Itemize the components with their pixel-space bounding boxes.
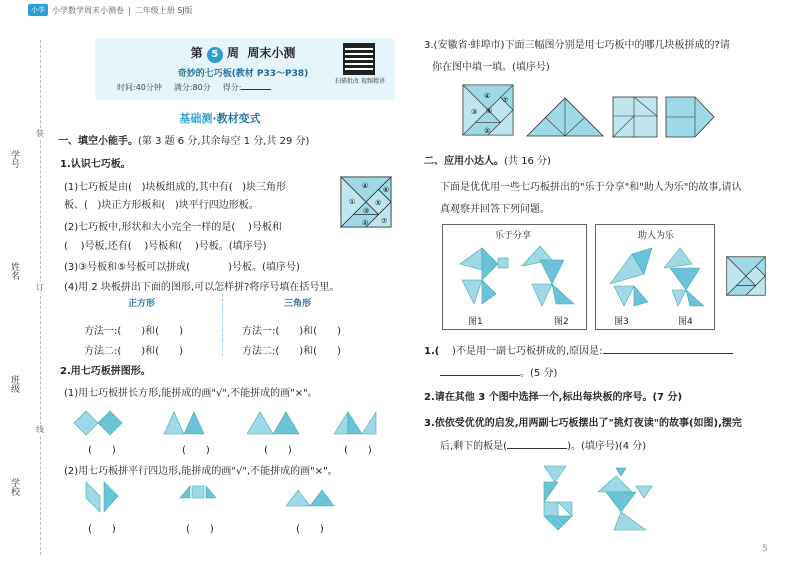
fig-label-4: 图4 (678, 317, 693, 327)
grade-label: 二年级上册 SJ版 (134, 5, 193, 15)
fig-label-1: 图1 (468, 317, 483, 327)
shape-d (334, 412, 348, 434)
time-label: 时间:40分钟 (117, 83, 162, 92)
shape-b2 (184, 412, 204, 434)
answer-1-line: 1.( )不是用一副七巧板拼成的,原因是: (424, 342, 733, 357)
shape-g (286, 490, 310, 506)
shape-a2 (98, 411, 122, 435)
triangle-method-2: 方法二:( )和( ) (242, 346, 341, 357)
shape-f3 (206, 486, 216, 498)
answer-1-line2: 。(5 分) (440, 364, 557, 379)
answer-3-blank[interactable] (507, 448, 567, 449)
story-title-sharing: 乐于分享 (495, 231, 532, 241)
intro-line2: 真观察并回答下列问题。 (440, 204, 550, 215)
figures-1-2 (452, 244, 582, 310)
num-6: ⑥ (383, 186, 390, 194)
qr-caption: 扫描批改 视频精讲 (335, 78, 385, 85)
tangram-reference (340, 176, 392, 228)
num-3: ③ (363, 207, 370, 215)
methods-table (72, 294, 392, 356)
class-label: 班级 (9, 375, 19, 393)
section-heading: 基础测·教材变式 (179, 112, 261, 125)
answer-3-line1: 3.依依受优优的启发,用两副七巧板摆出了"挑灯夜读"的故事(如图),摆完 (424, 418, 742, 429)
fig-label-3: 图3 (614, 317, 629, 327)
shape-e2 (104, 482, 118, 512)
shape-c (247, 412, 273, 434)
tangram-small-reference (726, 256, 766, 296)
num-4: ④ (362, 182, 369, 190)
cut-mark: 线 (36, 425, 44, 434)
q1-title: 1.认识七巧板。 (60, 159, 131, 170)
quiz-info (117, 82, 271, 93)
answer-paren[interactable]: ( ) (88, 524, 116, 535)
part1-heading: 一、填空小能手。(第 3 题 6 分,其余每空 1 分,共 29 分) (58, 136, 310, 147)
answer-1-blank[interactable] (603, 353, 733, 354)
answer-paren[interactable]: ( ) (182, 445, 210, 456)
quiz-title-box (95, 38, 395, 100)
q3-line2: 你在图中填一填。(填序号) (432, 62, 550, 73)
triangle-method-1: 方法一:( )和( ) (242, 326, 341, 337)
shape-f (180, 486, 190, 498)
binding-margin (0, 0, 52, 565)
q1-1-line2: 板、( )块正方形板和( )块平行四边形板。 (64, 200, 259, 211)
q2-2-line: (2)用七巧板拼平行四边形,能拼成的画"√",不能拼成的画"×"。 (64, 466, 338, 477)
square-heading: 正方形 (128, 299, 156, 309)
answer-2-line: 2.请在其他 3 个图中选择一个,标出每块板的序号。(7 分) (424, 392, 683, 403)
quiz-subtitle: 奇妙的七巧板(教材 P33～P38) (177, 69, 309, 79)
shape-d2 (348, 412, 362, 434)
svg-text:②: ② (484, 127, 491, 135)
part2-heading: 二、应用小达人。(共 16 分) (424, 156, 551, 167)
q1-1-line1: (1)七巧板是由( )块板组成的,其中有( )块三角形 (64, 182, 287, 193)
school-label: 学校 (9, 478, 19, 496)
figures-3-4 (604, 244, 714, 310)
svg-text:⑦: ⑦ (502, 96, 509, 104)
triangle-heading: 三角形 (284, 299, 312, 309)
shape-f2 (192, 486, 204, 498)
cut-line (40, 40, 41, 555)
shape-g2 (310, 490, 334, 506)
q3-line1: 3.(安徽省·蚌埠市)下面三幅图分别是用七巧板中的哪几块板拼成的?请 (424, 40, 730, 51)
svg-text:③: ③ (471, 108, 478, 116)
q3-rect-figure (612, 96, 658, 138)
answer-paren[interactable]: ( ) (296, 524, 324, 535)
parallelogram-shapes (80, 480, 340, 514)
quiz-title: 第 5 周 周末小测 (148, 44, 338, 63)
shape-a (74, 411, 98, 435)
shape-c2 (273, 412, 299, 434)
methods-divider (222, 294, 223, 356)
cut-mark: 订 (36, 283, 44, 292)
q1-2-line2: ( )号板,还有( )号板和( )号板。(填序号) (64, 241, 267, 252)
q1-4-line: (4)用 2 块板拼出下面的图形,可以怎样拼?将序号填在括号里。 (64, 282, 340, 293)
svg-text:④: ④ (484, 92, 491, 100)
q2-title: 2.用七巧板拼图形。 (60, 366, 151, 377)
q3-square-figure (462, 84, 514, 136)
cut-mark: 装 (36, 129, 44, 138)
q3-arrow-figure (665, 96, 715, 138)
fig-label-2: 图2 (554, 317, 569, 327)
score-label: 得分: (223, 82, 272, 93)
q2-1-line: (1)用七巧板拼长方形,能拼成的画"√",不能拼成的画"×"。 (64, 388, 318, 399)
q1-2-line1: (2)七巧板中,形状和大小完全一样的是( )号板和 (64, 222, 282, 233)
num-1: ① (349, 198, 356, 206)
answer-paren[interactable]: ( ) (186, 524, 214, 535)
num-7: ⑦ (381, 217, 388, 225)
answer-1-blank2[interactable] (440, 375, 520, 376)
svg-text:⑤: ⑤ (486, 107, 493, 115)
intro-line1: 下面是优优用一些七巧板拼出的"乐于分享"和"助人为乐"的故事,请认 (440, 182, 742, 193)
page-number: 5 (762, 544, 768, 554)
num-2: ② (362, 219, 369, 227)
name-label: 姓名 (9, 262, 19, 280)
q1-3-line: (3)③号板和⑤号板可以拼成( )号板。(填序号) (64, 262, 300, 273)
full-score-label: 满分:80分 (173, 83, 211, 92)
rectangle-shapes (72, 408, 392, 438)
square-method-1: 方法一:( )和( ) (84, 326, 183, 337)
series-name: 小学数学周末小测卷 (52, 5, 124, 15)
square-method-2: 方法二:( )和( ) (84, 346, 183, 357)
reading-at-night-figure (536, 462, 676, 532)
answer-paren[interactable]: ( ) (264, 445, 292, 456)
num-5: ⑤ (375, 199, 382, 207)
brand-logo: 小学 (28, 4, 48, 16)
book-header: 小学 小学数学周末小测卷 | 二年级上册 SJ版 (28, 4, 193, 16)
shape-e (86, 482, 100, 512)
student-number-label: 学号 (9, 150, 19, 168)
shape-b (164, 412, 184, 434)
qr-code-icon[interactable] (343, 43, 375, 75)
week-number-badge: 5 (207, 47, 223, 63)
story-title-helping: 助人为乐 (638, 231, 675, 241)
answer-paren[interactable]: ( ) (88, 445, 116, 456)
answer-3-line2: 后,剩下的板是( )。(填序号)(4 分) (440, 441, 647, 452)
shape-d3 (362, 412, 376, 434)
answer-paren[interactable]: ( ) (344, 445, 372, 456)
q3-triangle-figure (525, 96, 605, 138)
